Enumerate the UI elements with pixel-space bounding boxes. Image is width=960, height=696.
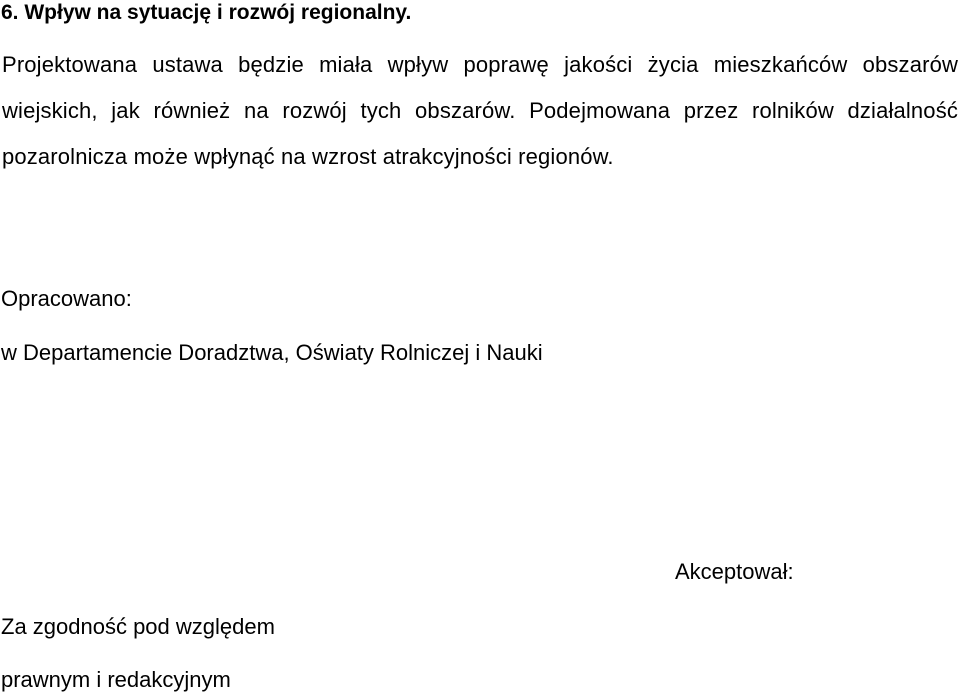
section-heading: 6. Wpływ na sytuację i rozwój regionalny. (1, 1, 412, 24)
department-name: w Departamencie Doradztwa, Oświaty Rolniczej i Nauki (1, 340, 543, 365)
prepared-label: Opracowano: (1, 286, 132, 311)
section-paragraph: Projektowana ustawa będzie miała wpływ poprawę jakości życia mieszkańców obszarów wiejskich, jak również na rozwój tych obszarów. Podejmowana przez rolników działalność pozarolnicza może wpłynąć na wzrost atrakcyjności regionów. (2, 52, 958, 169)
accepted-label: Akceptował: (675, 559, 794, 584)
conformity-line-2: prawnym i redakcyjnym (1, 667, 231, 692)
conformity-line-1: Za zgodność pod względem (1, 614, 275, 639)
